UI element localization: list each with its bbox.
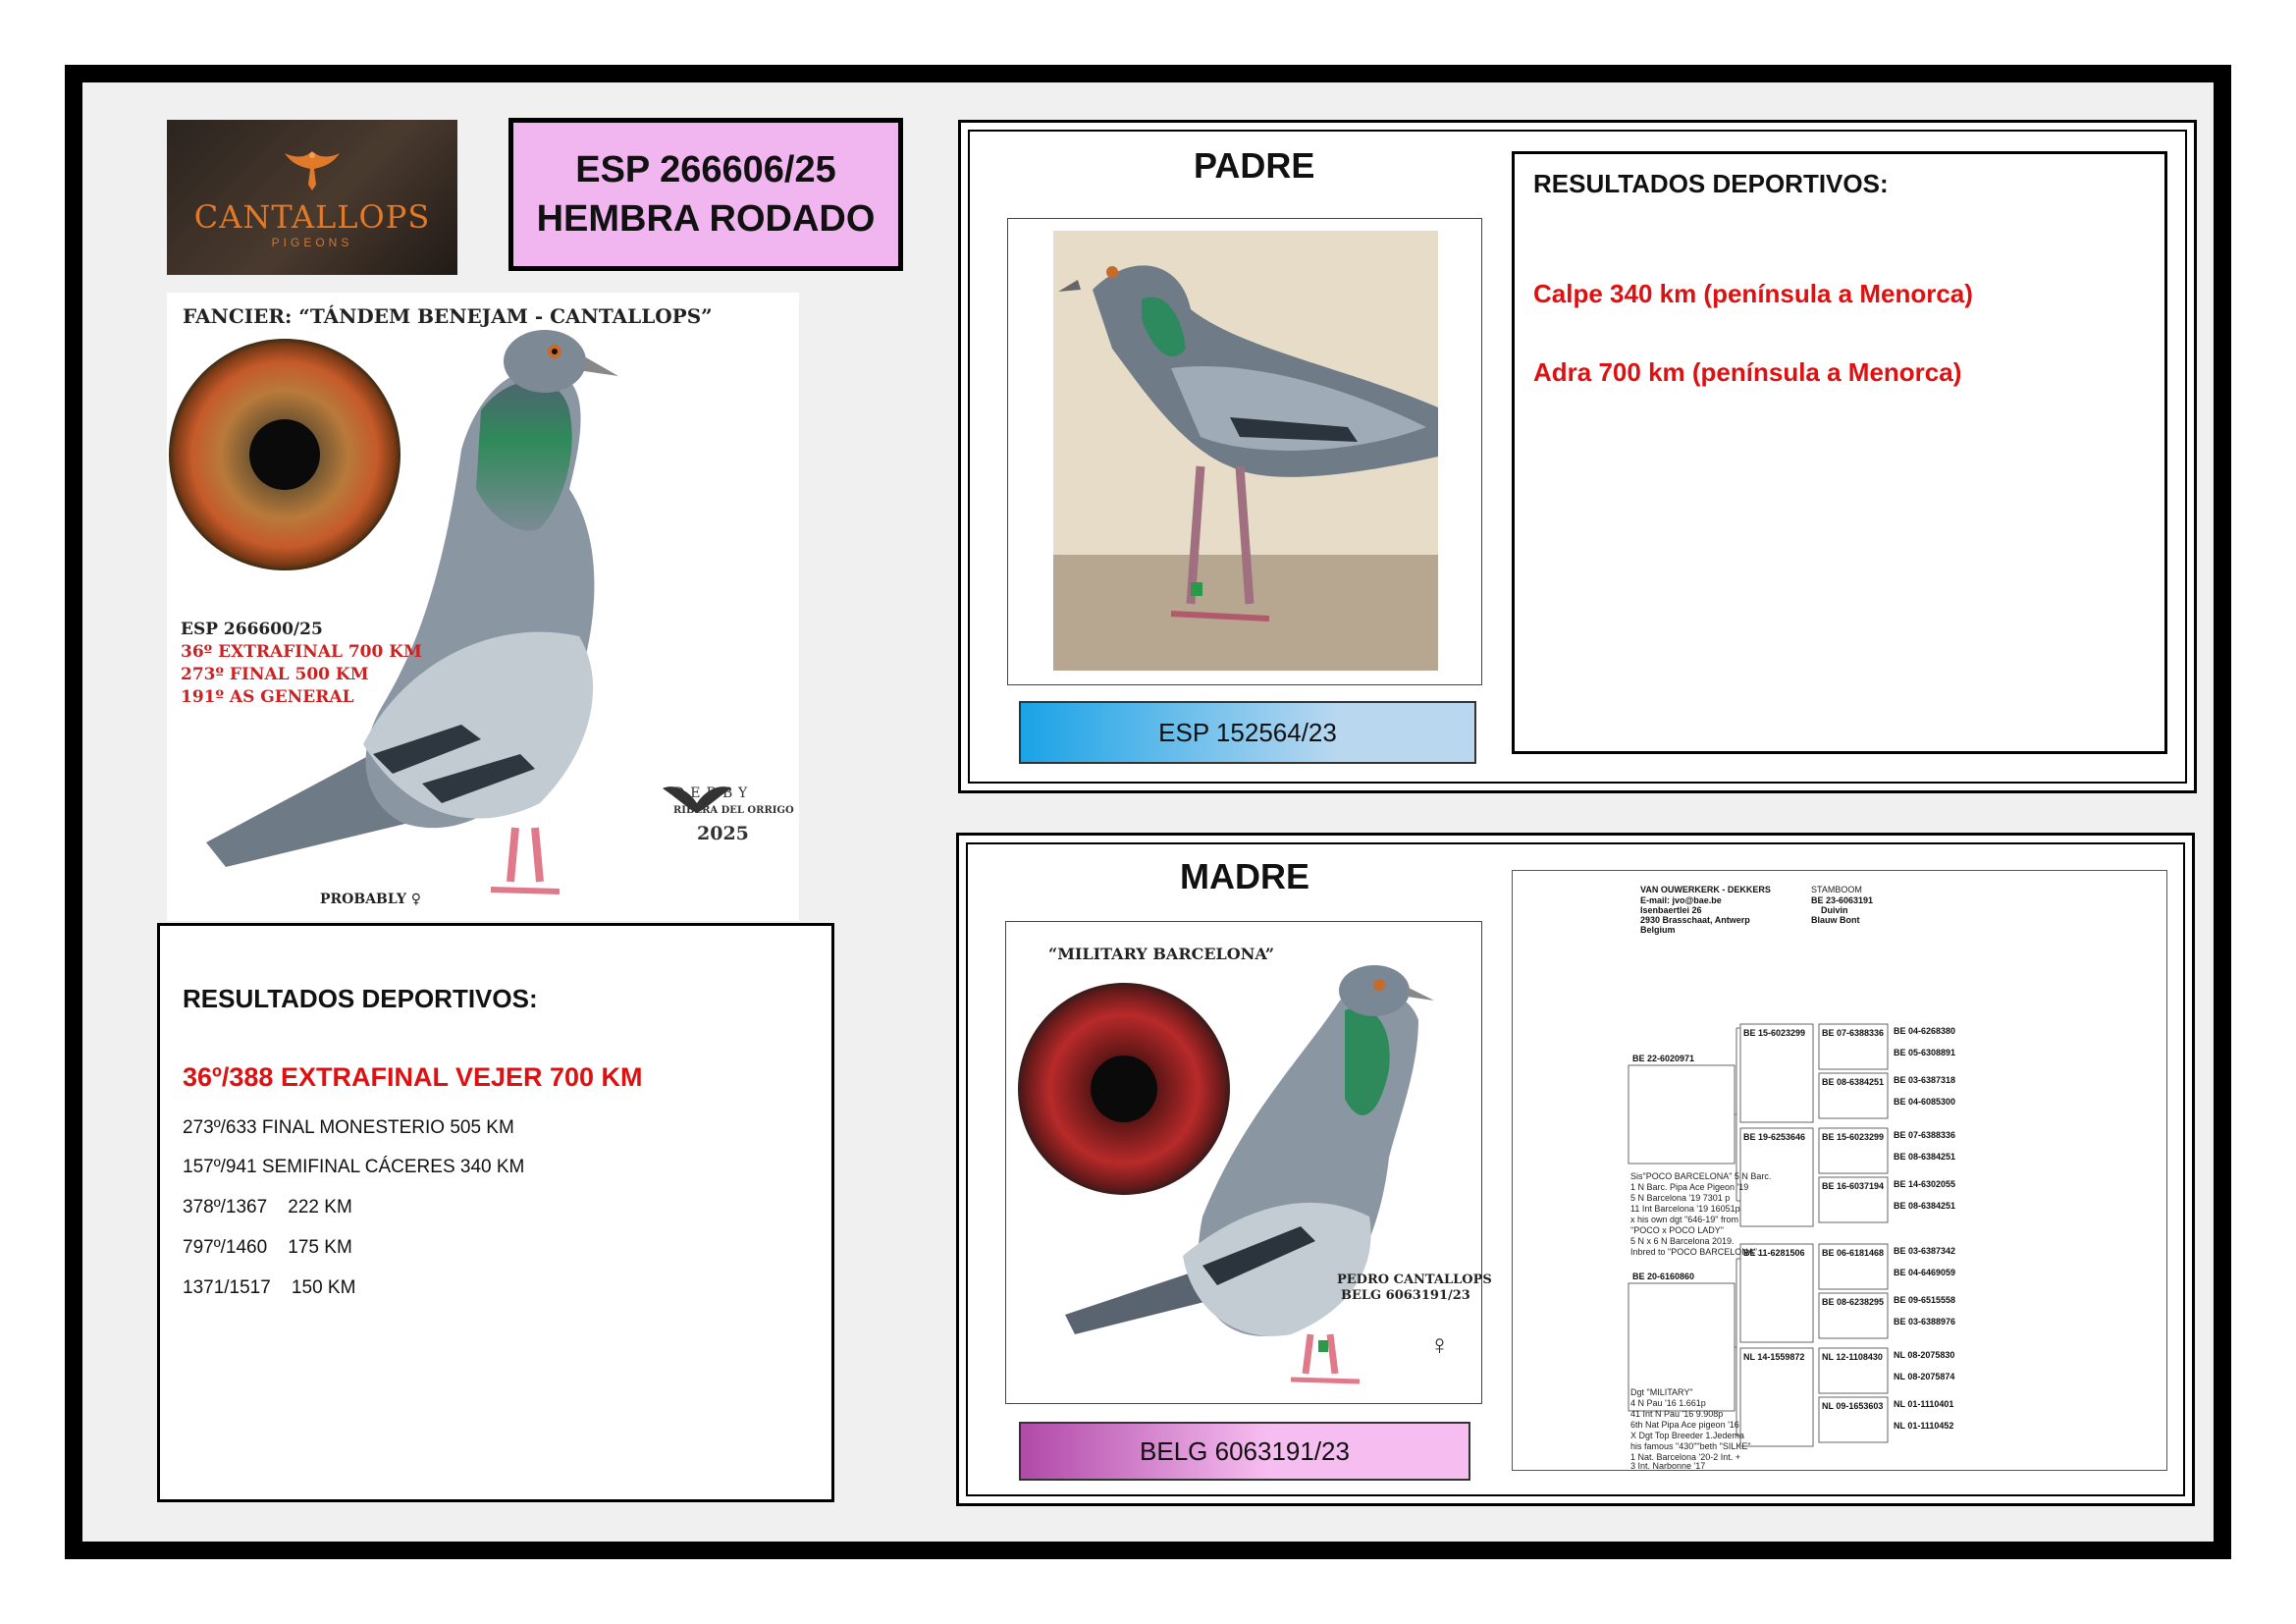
pedigree-breeder: VAN OUWERKERK - DEKKERS — [1640, 885, 1771, 894]
pigeon-id-box — [508, 118, 903, 271]
pedigree-gen4-2: BE 05-6308891 — [1894, 1048, 1956, 1057]
pedigree-gen4-6: BE 08-6384251 — [1894, 1152, 1956, 1162]
pedigree-gen4-8: BE 08-6384251 — [1894, 1201, 1956, 1211]
main-results-line-2: 157º/941 SEMIFINAL CÁCERES 340 KM — [183, 1157, 525, 1177]
pedigree-bird-color: Blauw Bont — [1811, 915, 1860, 925]
padre-photo-frame — [1007, 218, 1482, 685]
pedigree-gen4-1: BE 04-6268380 — [1894, 1026, 1956, 1036]
madre-photo-frame — [1005, 921, 1482, 1404]
logo-sub: PIGEONS — [271, 236, 353, 249]
madre-photo-title: “MILITARY BARCELONA” — [1048, 945, 1275, 963]
main-results-highlight: 36º/388 EXTRAFINAL VEJER 700 KM — [183, 1062, 643, 1092]
pedigree-gen3-1: BE 07-6388336 — [1822, 1028, 1885, 1038]
pedigree-gen4-3: BE 03-6387318 — [1894, 1075, 1956, 1085]
female-icon: ♀ — [1429, 1329, 1450, 1360]
pedigree-city: 2930 Brasschaat, Antwerp — [1640, 915, 1750, 925]
pedigree-dam-note-3: 41 Int N Pau '16 9.908p — [1630, 1409, 1724, 1419]
padre-photo — [1053, 231, 1438, 671]
main-result-line-1: 36º EXTRAFINAL 700 KM — [181, 642, 422, 662]
padre-result-1: Calpe 340 km (península a Menorca) — [1533, 279, 1973, 308]
madre-title: MADRE — [1180, 856, 1309, 896]
padre-results-box — [1512, 151, 2167, 754]
pedigree-dam-note-7: 1 Nat. Barcelona '20-2 Int. + — [1630, 1452, 1741, 1462]
pedigree-gen3-7: NL 12-1108430 — [1822, 1352, 1883, 1362]
pedigree-dam-note-1: Dgt "MILITARY" — [1630, 1387, 1693, 1397]
pedigree-tree-lines — [1513, 871, 2167, 1471]
pedigree-gen2-1: BE 15-6023299 — [1743, 1028, 1806, 1038]
pedigree-dam-note-5: X Dgt Top Breeder 1.Jedema — [1630, 1431, 1744, 1440]
pedigree-gen4-15: NL 01-1110401 — [1894, 1399, 1954, 1409]
pedigree-sire-note-1: Sis"POCO BARCELONA" 5 N Barc. — [1630, 1171, 1772, 1181]
pedigree-sire-note-6: "POCO x POCO LADY" — [1630, 1225, 1724, 1235]
pedigree-dam-note-4: 6th Nat Pipa Ace pigeon '16 — [1630, 1420, 1739, 1430]
pigeon-desc: HEMBRA RODADO — [536, 198, 876, 240]
pedigree-sire: BE 22-6020971 — [1632, 1054, 1695, 1063]
padre-result-2: Adra 700 km (península a Menorca) — [1533, 357, 1962, 387]
pedigree-gen4-7: BE 14-6302055 — [1894, 1179, 1956, 1189]
cantallops-logo — [167, 120, 457, 275]
pedigree-gen4-16: NL 01-1110452 — [1894, 1421, 1954, 1431]
derby-year: 2025 — [697, 823, 749, 844]
pedigree-stamboom: STAMBOOM — [1811, 885, 1862, 894]
madre-owner-ring: BELG 6063191/23 — [1341, 1288, 1470, 1303]
madre-ring-label: BELG 6063191/23 — [1019, 1422, 1470, 1481]
pedigree-gen3-5: BE 06-6181468 — [1822, 1248, 1885, 1258]
madre-owner: PEDRO CANTALLOPS — [1337, 1272, 1492, 1287]
pedigree-dam-note-6: his famous "430""beth "SILKE" — [1630, 1441, 1751, 1451]
pedigree-dam: BE 20-6160860 — [1632, 1272, 1695, 1281]
pedigree-sire-note-3: 5 N Barcelona '19 7301 p — [1630, 1193, 1731, 1203]
pedigree-bird-name: Duivin — [1821, 905, 1848, 915]
derby-sub: RIBERA DEL ORRIGO — [673, 805, 794, 816]
main-results-line-1: 273º/633 FINAL MONESTERIO 505 KM — [183, 1117, 514, 1138]
pedigree-gen2-3: BE 11-6281506 — [1743, 1248, 1805, 1258]
main-result-line-2: 273º FINAL 500 KM — [181, 665, 369, 684]
pedigree-dam-note-2: 4 N Pau '16 1.661p — [1630, 1398, 1706, 1408]
pedigree-street: Isenbaertlei 26 — [1640, 905, 1702, 915]
main-results-line-4: 797º/1460 175 KM — [183, 1237, 352, 1258]
pedigree-gen4-10: BE 04-6469059 — [1894, 1268, 1956, 1277]
pedigree-gen3-3: BE 15-6023299 — [1822, 1132, 1885, 1142]
pedigree-gen4-13: NL 08-2075830 — [1894, 1350, 1955, 1360]
eagle-logo-icon — [283, 145, 342, 192]
pedigree-sire-note-2: 1 N Barc. Pipa Ace Pigeon '19 — [1630, 1182, 1749, 1192]
pedigree-country: Belgium — [1640, 925, 1676, 935]
pedigree-dam-note-8: 3 Int. Narbonne '17 — [1630, 1461, 1706, 1471]
pedigree-gen3-2: BE 08-6384251 — [1822, 1077, 1885, 1087]
main-results-line-3: 378º/1367 222 KM — [183, 1197, 352, 1218]
pedigree-sire-note-4: 11 Int Barcelona '19 16051p — [1630, 1204, 1740, 1214]
derby-label: DERBY — [673, 785, 754, 801]
pedigree-gen4-11: BE 09-6515558 — [1894, 1295, 1956, 1305]
pedigree-gen3-6: BE 08-6238295 — [1822, 1297, 1885, 1307]
pedigree-gen4-9: BE 03-6387342 — [1894, 1246, 1956, 1256]
pedigree-document — [1512, 870, 2167, 1471]
pedigree-gen3-4: BE 16-6037194 — [1822, 1181, 1885, 1191]
pedigree-sire-note-5: x his own dgt "646-19" from — [1630, 1215, 1738, 1224]
pedigree-sire-note-8: Inbred to "POCO BARCELONA". — [1630, 1247, 1760, 1257]
main-results-line-5: 1371/1517 150 KM — [183, 1277, 356, 1298]
padre-ring-label: ESP 152564/23 — [1019, 701, 1476, 764]
logo-name: CANTALLOPS — [193, 198, 431, 236]
pedigree-gen4-5: BE 07-6388336 — [1894, 1130, 1956, 1140]
madre-photo — [1006, 922, 1483, 1405]
pedigree-gen3-8: NL 09-1653603 — [1822, 1401, 1884, 1411]
pigeon-ring: ESP 266606/25 — [575, 149, 836, 190]
probably-label: PROBABLY ♀ — [320, 892, 421, 907]
pedigree-gen4-12: BE 03-6388976 — [1894, 1317, 1956, 1326]
main-result-line-3: 191º AS GENERAL — [181, 687, 354, 707]
padre-results-title: RESULTADOS DEPORTIVOS: — [1533, 169, 1889, 198]
fancier-label: FANCIER: “TÁNDEM BENEJAM - CANTALLOPS” — [183, 304, 713, 328]
pedigree-gen4-14: NL 08-2075874 — [1894, 1372, 1955, 1381]
main-ring-line: ESP 266600/25 — [181, 620, 323, 639]
main-results-title: RESULTADOS DEPORTIVOS: — [183, 984, 538, 1013]
pedigree-bird-ring: BE 23-6063191 — [1811, 895, 1874, 905]
pedigree-gen2-4: NL 14-1559872 — [1743, 1352, 1805, 1362]
pedigree-gen2-2: BE 19-6253646 — [1743, 1132, 1806, 1142]
padre-title: PADRE — [1194, 145, 1315, 186]
pedigree-sire-note-7: 5 N x 6 N Barcelona 2019. — [1630, 1236, 1735, 1246]
pedigree-gen4-4: BE 04-6085300 — [1894, 1097, 1956, 1107]
pedigree-email: E-mail: jvo@bae.be — [1640, 895, 1722, 905]
